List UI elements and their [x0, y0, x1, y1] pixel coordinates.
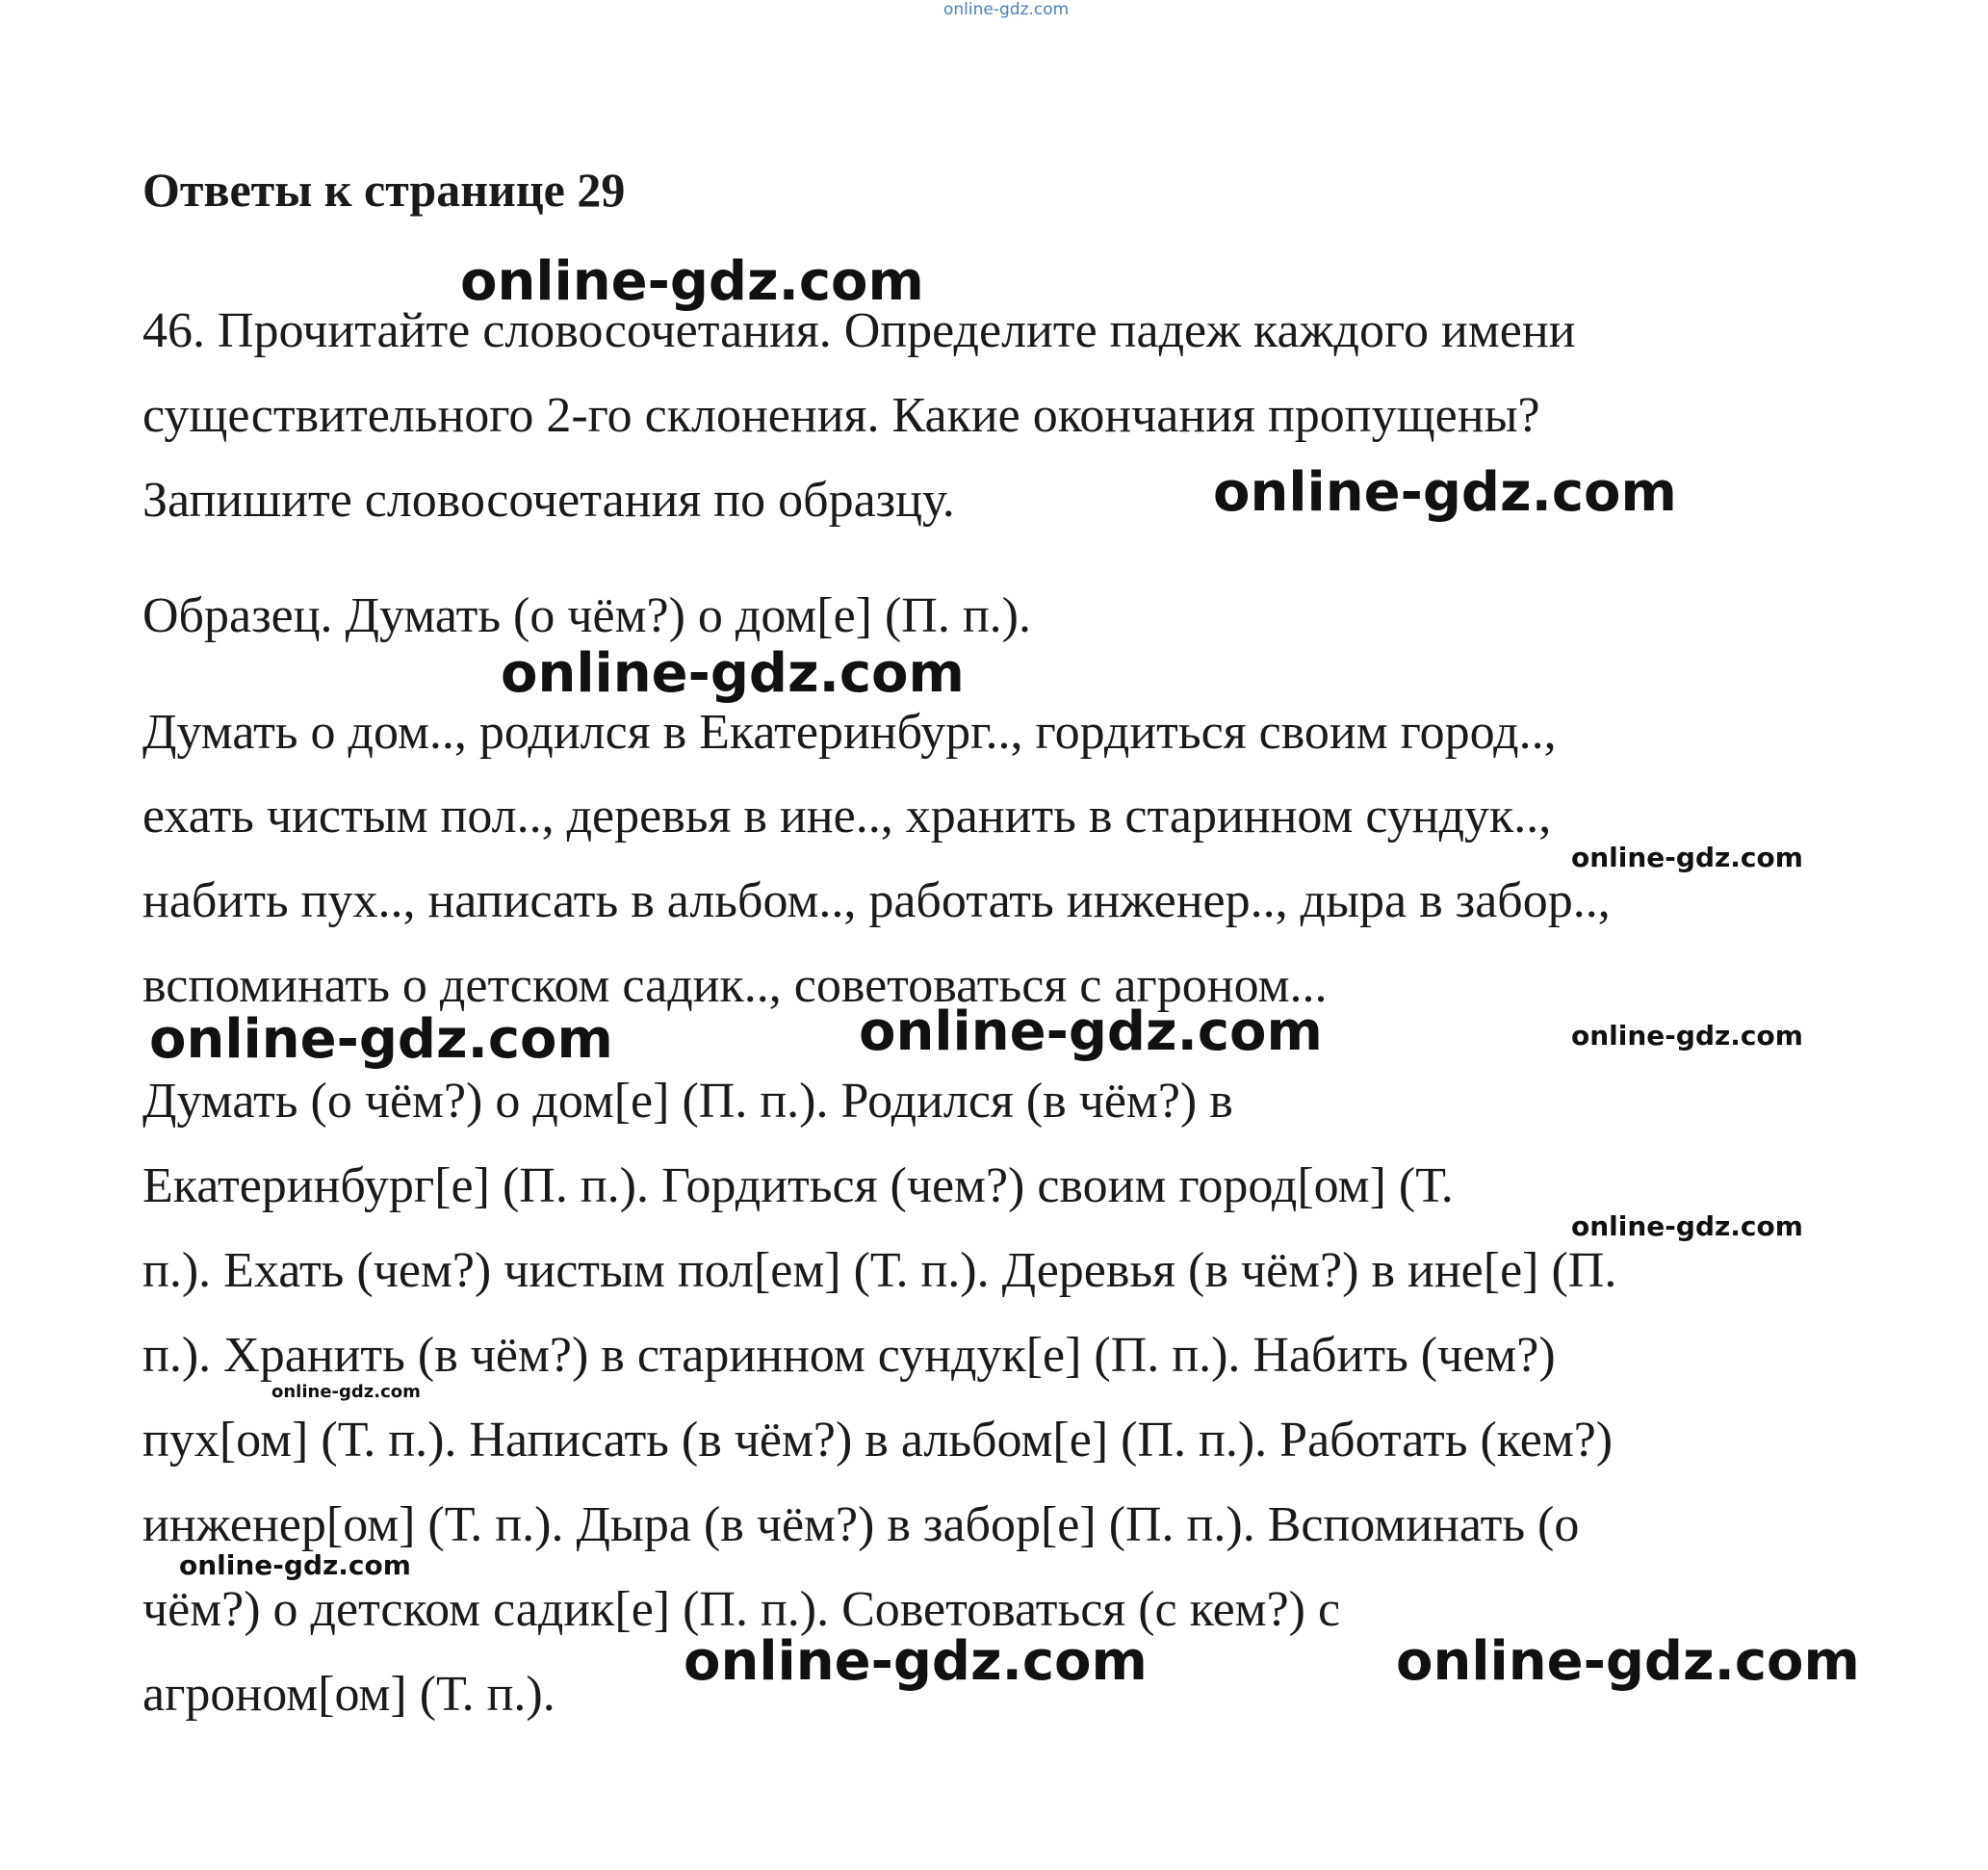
page-title: Ответы к странице 29	[142, 163, 626, 217]
watermark: online-gdz.com	[501, 642, 965, 705]
watermark: online-gdz.com	[1396, 1630, 1860, 1693]
answer-line: агроном[ом] (Т. п.).	[142, 1667, 555, 1722]
answer-line: пух[ом] (Т. п.). Написать (в чём?) в альбом[е] (П. п.). Работать (кем?)	[142, 1413, 1614, 1467]
watermark: online-gdz.com	[859, 1000, 1323, 1063]
answer-line: инженер[ом] (Т. п.). Дыра (в чём?) в забор[е] (П. п.). Вспоминать (о	[142, 1497, 1580, 1552]
task-line: Запишите словосочетания по образцу.	[142, 473, 955, 528]
watermark: online-gdz.com	[1571, 842, 1803, 873]
watermark: online-gdz.com	[179, 1549, 411, 1581]
watermark: online-gdz.com	[149, 1008, 613, 1071]
watermark-top: online-gdz.com	[943, 0, 1070, 19]
answer-line: Думать (о чём?) о дом[е] (П. п.). Родился (в чём?) в	[142, 1074, 1233, 1129]
exercise-line: набить пух.., написать в альбом.., работать инженер.., дыра в забор..,	[142, 873, 1611, 928]
answer-line: п.). Хранить (в чём?) в старинном сундук[е] (П. п.). Набить (чем?)	[142, 1328, 1556, 1383]
watermark: online-gdz.com	[1571, 1020, 1803, 1052]
watermark: online-gdz.com	[460, 250, 924, 313]
task-line: существительного 2-го склонения. Какие окончания пропущены?	[142, 388, 1540, 443]
exercise-line: ехать чистым пол.., деревья в ине.., хранить в старинном сундук..,	[142, 789, 1552, 844]
exercise-line: вспоминать о детском садик.., советоваться с агроном...	[142, 958, 1328, 1013]
answer-line: чём?) о детском садик[е] (П. п.). Советоваться (с кем?) с	[142, 1582, 1341, 1637]
answer-line: п.). Ехать (чем?) чистым пол[ем] (Т. п.). Деревья (в чём?) в ине[е] (П.	[142, 1243, 1617, 1298]
task-line: 46. Прочитайте словосочетания. Определите падеж каждого имени	[142, 303, 1576, 358]
sample-line: Образец. Думать (о чём?) о дом[е] (П. п.).	[142, 588, 1031, 643]
watermark: online-gdz.com	[1571, 1210, 1803, 1242]
answer-line: Екатеринбург[е] (П. п.). Гордиться (чем?) своим город[ом] (Т.	[142, 1158, 1454, 1213]
exercise-line: Думать о дом.., родился в Екатеринбург.., гордиться своим город..,	[142, 705, 1557, 760]
watermark: online-gdz.com	[684, 1630, 1148, 1693]
watermark: online-gdz.com	[271, 1382, 421, 1402]
watermark: online-gdz.com	[1213, 461, 1677, 524]
